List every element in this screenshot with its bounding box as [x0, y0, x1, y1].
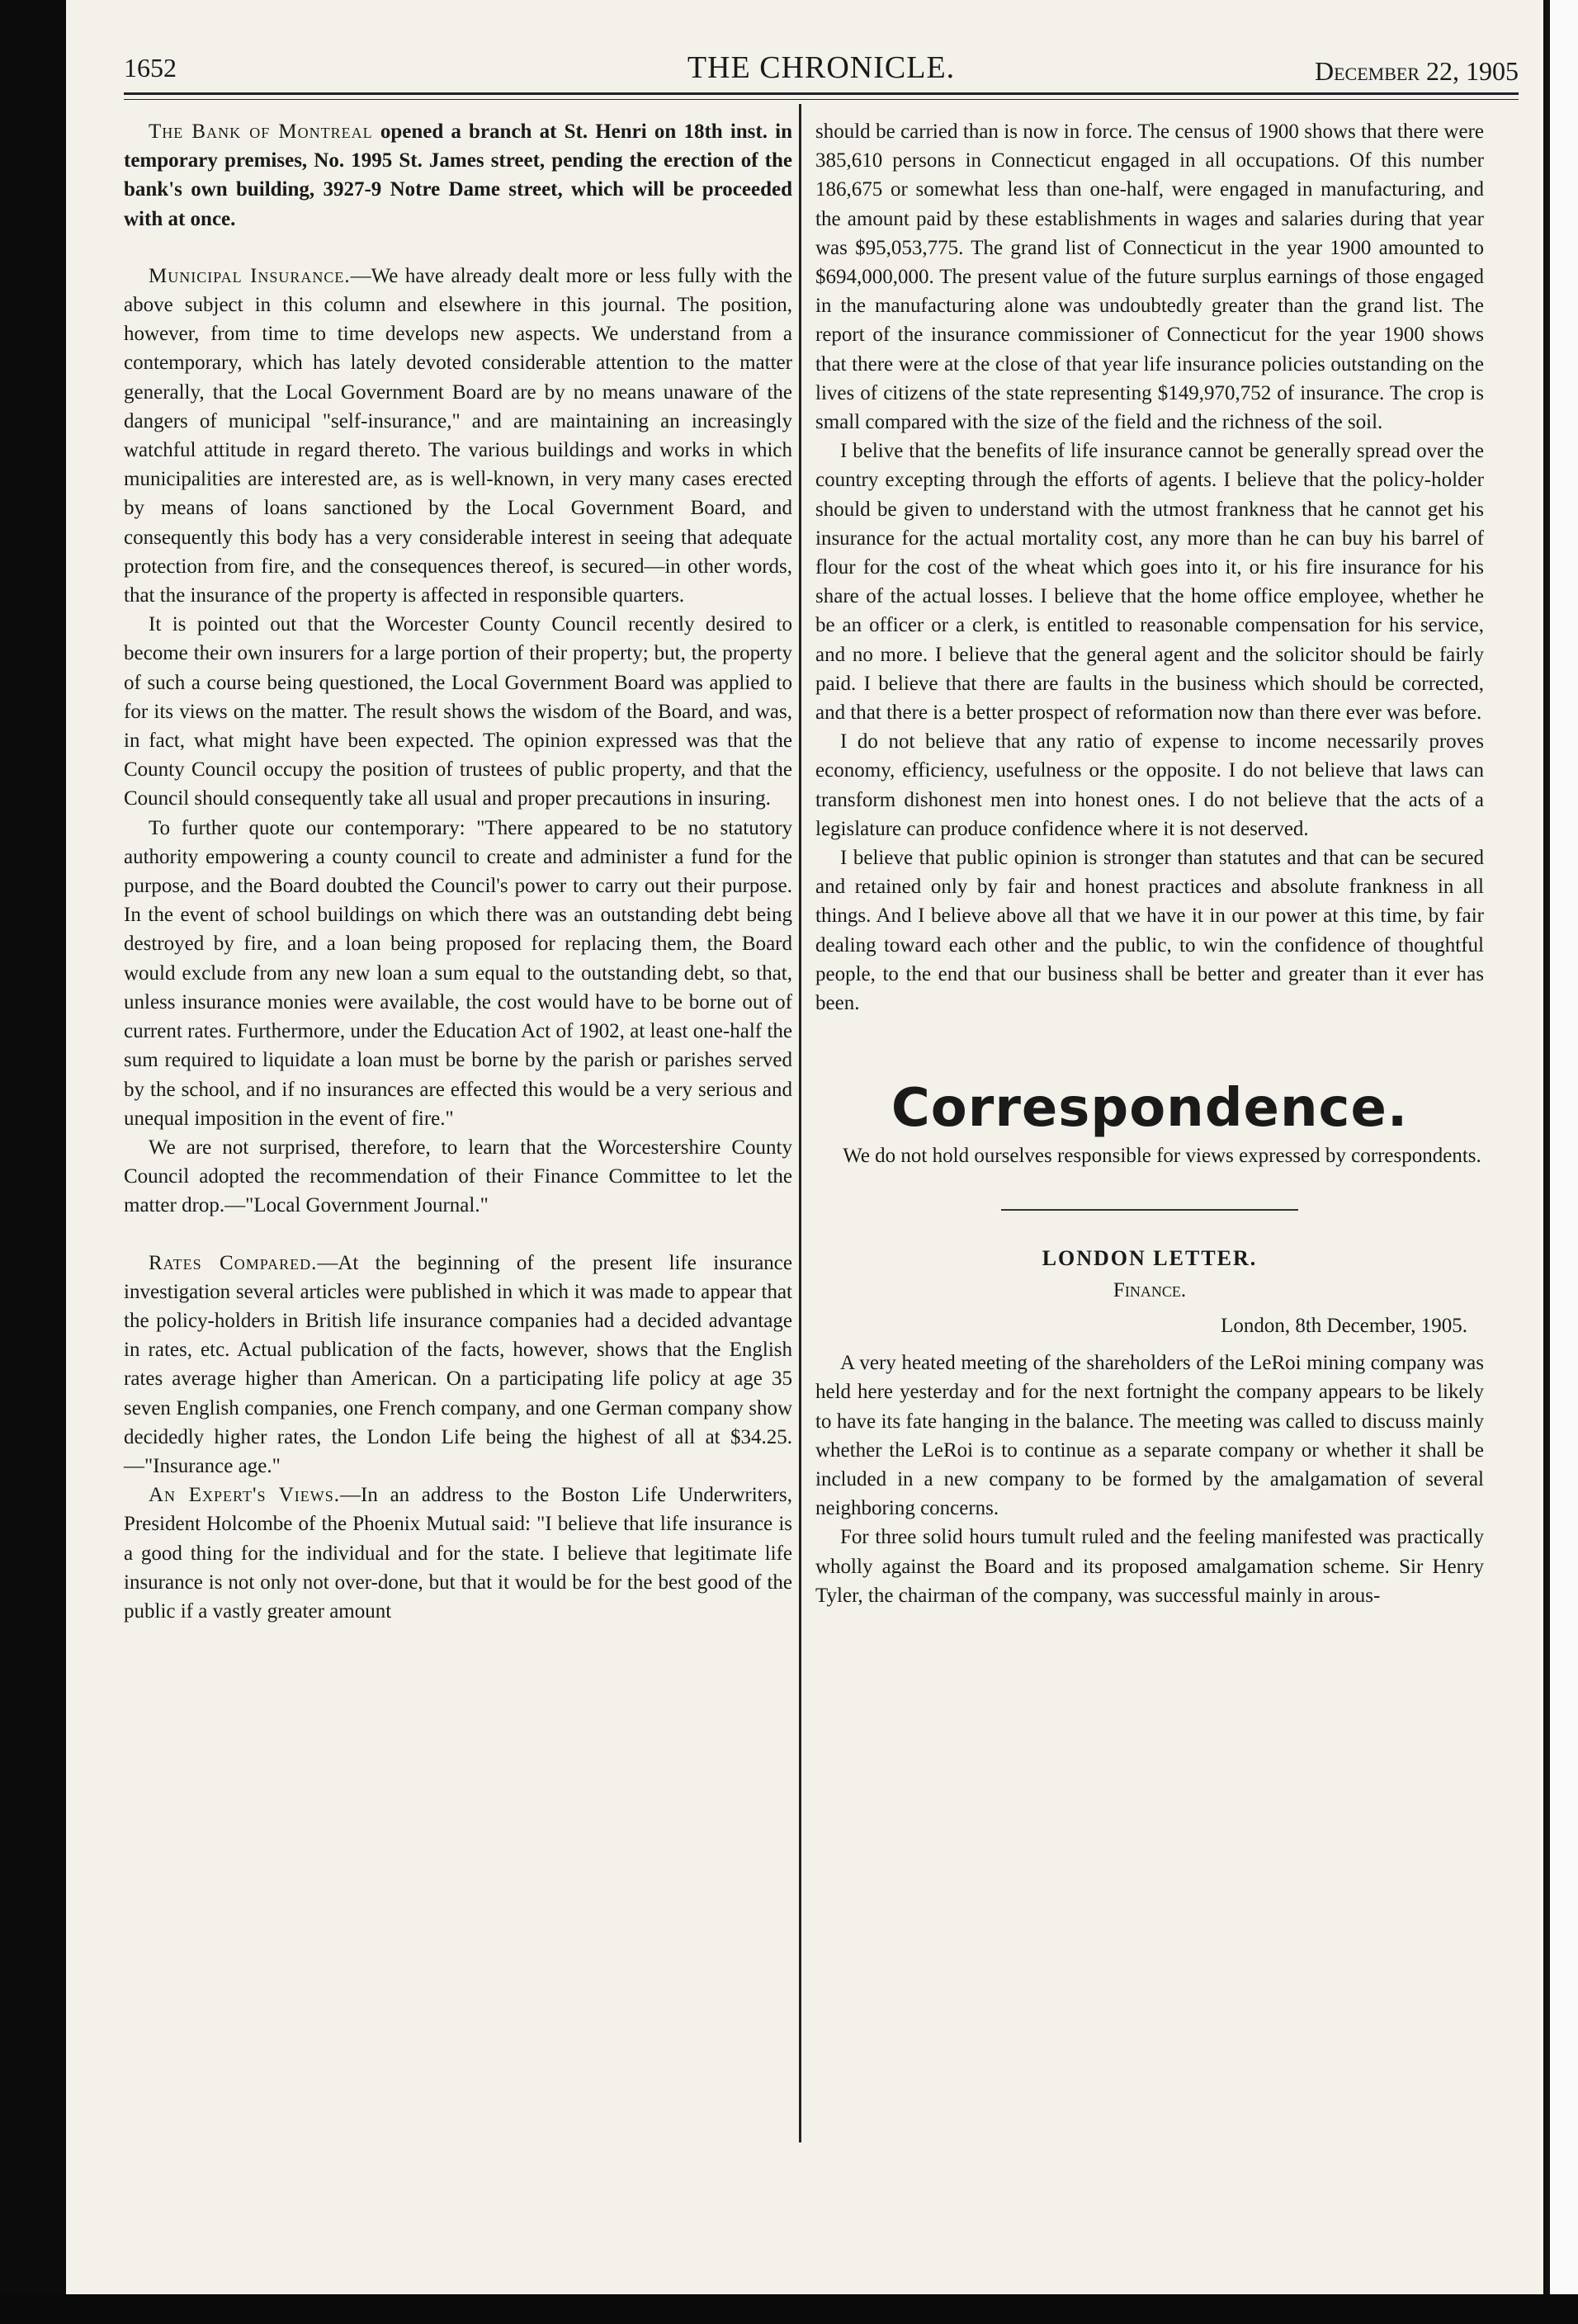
paragraph-benefits-of-life-insurance: I belive that the benefits of life insurance cannot be generally spread over the country excepting through the efforts of agents. I believe that the policy-holder should be given to understand with the utmost frankness that he cannot get his insurance for the actual mortality cost, any more than he can buy his barrel of flour for the cost of the wheat which goes into it, or his fire insurance for his share of the actual losses. I believe that the home office employee, whether he be an officer or a clerk, is entitled to reasonable compensation for his service, and no more. I believe that the general agent and the solicitor should be fairly paid. I believe that there are faults in the business which should be corrected, and that there is a better prospect of reformation now than there ever was before.	[815, 440, 1484, 725]
paragraph-connecticut-census: should be carried than is now in force. The census of 1900 shows that there were 385,610 persons in Connecticut engaged in all occupations. Of this number 186,675 or somewhat less than one-half, were engaged in manufacturing, and the amount paid by these establishments in wages and salaries during that year was $95,053,775. The grand list of Connecticut in the year 1900 amounted to $694,000,000. The present value of the future surplus earnings of those engaged in the manufacturing alone was undoubtedly greater than the grand list. The report of the insurance commissioner of Connecticut for the year 1900 shows that there were at the close of that year life insurance policies outstanding on the lives of citizens of the state representing $149,970,752 of insurance. The crop is small compared with the size of the field and the richness of the soil.	[815, 120, 1484, 434]
correspondence-heading: Correspondence.	[891, 1078, 1409, 1140]
letter-dateline: London, 8th December, 1905.	[1221, 1314, 1467, 1337]
london-letter-heading: LONDON LETTER.	[1042, 1245, 1258, 1270]
paragraph-leroi-meeting: A very heated meeting of the shareholders of the LeRoi mining company was held here yesterday and for the next fortnight the company appears to be likely to have its fate hanging in the balance. The meeting was called to discuss mainly whether the LeRoi is to continue as a separate company or whether it shall be included in a new company to be formed by the amalgamation of several neighboring concerns.	[815, 1352, 1484, 1520]
text-rates-compared: —At the beginning of the present life insurance investigation several articles were published in which it was made to appear that the policy-holders in British life insurance companies had a decided advantage in rates, etc. Actual publication of the facts, however, shows that the English rates average higher than American. On a participating life policy at age 35 seven English companies, one French company, and one German company show decidedly higher rates, the London Life being the highest of all at $34.25.—"Insurance age."	[124, 1251, 792, 1477]
section-rule	[1001, 1209, 1298, 1211]
paragraph-three-solid-hours: For three solid hours tumult ruled and the feeling manifested was practically wholly against the Board and its proposed amalgamation scheme. Sir Henry Tyler, the chairman of the company, was successful mainly in arous-	[815, 1526, 1484, 1607]
lead-rates-compared: Rates Compared.	[149, 1251, 318, 1274]
page-number: 1652	[124, 53, 177, 83]
article-municipal-insurance	[124, 262, 792, 610]
paragraph-worcester: It is pointed out that the Worcester County Council recently desired to become their own insurers for a large portion of their property; but, the property of such a course being questioned, the Local Government Board was applied to for its views on the matter. The result shows the wisdom of the Board, and was, in fact, what might have been expected. The opinion expressed was that the County Council occupy the position of trustees of public property, and that the Council should consequently take all usual and proper precautions in insuring.	[124, 613, 792, 810]
article-bank-of-montreal	[124, 117, 792, 234]
scan-bottom-border	[0, 2294, 1578, 2324]
paragraph-quote-contemporary: To further quote our contemporary: "There appeared to be no statutory authority empowering a county council to create and administer a fund for the purpose, and the Board doubted the Council's power to carry out their purpose. In the event of school buildings on which there was an outstanding debt being destroyed by fire, and a loan being proposed for replacing them, the Board would exclude from any new loan a sum equal to the outstanding debt, so that, unless insurance monies were available, the cost would have to be borne out of current rates. Furthermore, under the Education Act of 1902, at least one-half the sum required to liquidate a loan must be borne by the parish or parishes served by the school, and if no insurances are effected this would be a very serious and unequal imposition in the event of fire."	[124, 816, 792, 1130]
article-experts-views	[124, 1481, 792, 1626]
newspaper-page	[66, 0, 1543, 2294]
adjacent-page-edge	[1545, 0, 1578, 2324]
finance-subheading: Finance.	[1113, 1278, 1187, 1301]
text-municipal-insurance: —We have already dealt more or less fully with the above subject in this column and elsewhere in this journal. The position, however, from time to time develops new aspects. We understand from a contemporary, which has lately devoted considerable attention to the matter generally, that the Local Government Board are by no means unaware of the dangers of municipal "self-insurance," and are maintaining an increasingly watchful attitude in regard thereto. The various buildings and works in which municipalities are interested are, as is well-known, in very many cases erected by means of loans sanctioned by the Local Government Board, and consequently this body has a very considerable interest in seeing that adequate protection from fire, and the consequences thereof, is secured—in other words, that the insurance of the property is affected in responsible quarters.	[124, 264, 792, 607]
header-rule-thin	[124, 99, 1519, 100]
lead-municipal-insurance: Municipal Insurance.	[149, 264, 351, 287]
article-rates-compared	[124, 1249, 792, 1481]
column-divider	[799, 104, 801, 2142]
paragraph-not-surprised: We are not surprised, therefore, to learn that the Worcestershire County Council adopted the recommendation of their Finance Committee to let the matter drop.—"Local Government Journal."	[124, 1136, 792, 1217]
issue-date: December 22, 1905	[1314, 56, 1519, 86]
publication-title: THE CHRONICLE.	[687, 50, 956, 85]
right-column	[815, 117, 1484, 1610]
lead-bank-of-montreal: The Bank of Montreal	[149, 120, 373, 143]
text-bank-of-montreal: opened a branch at St. Henri on 18th inst. in temporary premises, No. 1995 St. James street, pending the erection of the bank's own building, 3927-9 Notre Dame street, which will be proceeded with at once.	[124, 120, 792, 230]
paragraph-public-opinion: I believe that public opinion is stronger than statutes and that can be secured and retained only by fair and honest practices and absolute frankness in all things. And I believe above all that we have it in our power at this time, by fair dealing toward each other and the public, to win the confidence of thoughtful people, to the end that our business shall be better and greater than it ever has been.	[815, 847, 1484, 1015]
correspondence-disclaimer: We do not hold ourselves responsible for views expressed by correspondents.	[843, 1145, 1481, 1168]
text-experts-views: —In an address to the Boston Life Underwriters, President Holcombe of the Phoenix Mutual said: "I believe that life insurance is a good thing for the individual and for the state. I believe that legitimate life insurance is not only not over-done, but that it would be for the best good of the public if a vastly greater amount	[124, 1484, 792, 1623]
header-rule-thick	[124, 92, 1519, 95]
left-column	[124, 117, 792, 1626]
paragraph-ratio-of-expense: I do not believe that any ratio of expense to income necessarily proves economy, efficiency, usefulness or the opposite. I do not believe that laws can transform dishonest men into honest ones. I do not believe that the acts of a legislature can produce confidence where it is not deserved.	[815, 730, 1484, 840]
page-header	[124, 48, 1519, 94]
lead-experts-views: An Expert's Views.	[149, 1484, 341, 1507]
